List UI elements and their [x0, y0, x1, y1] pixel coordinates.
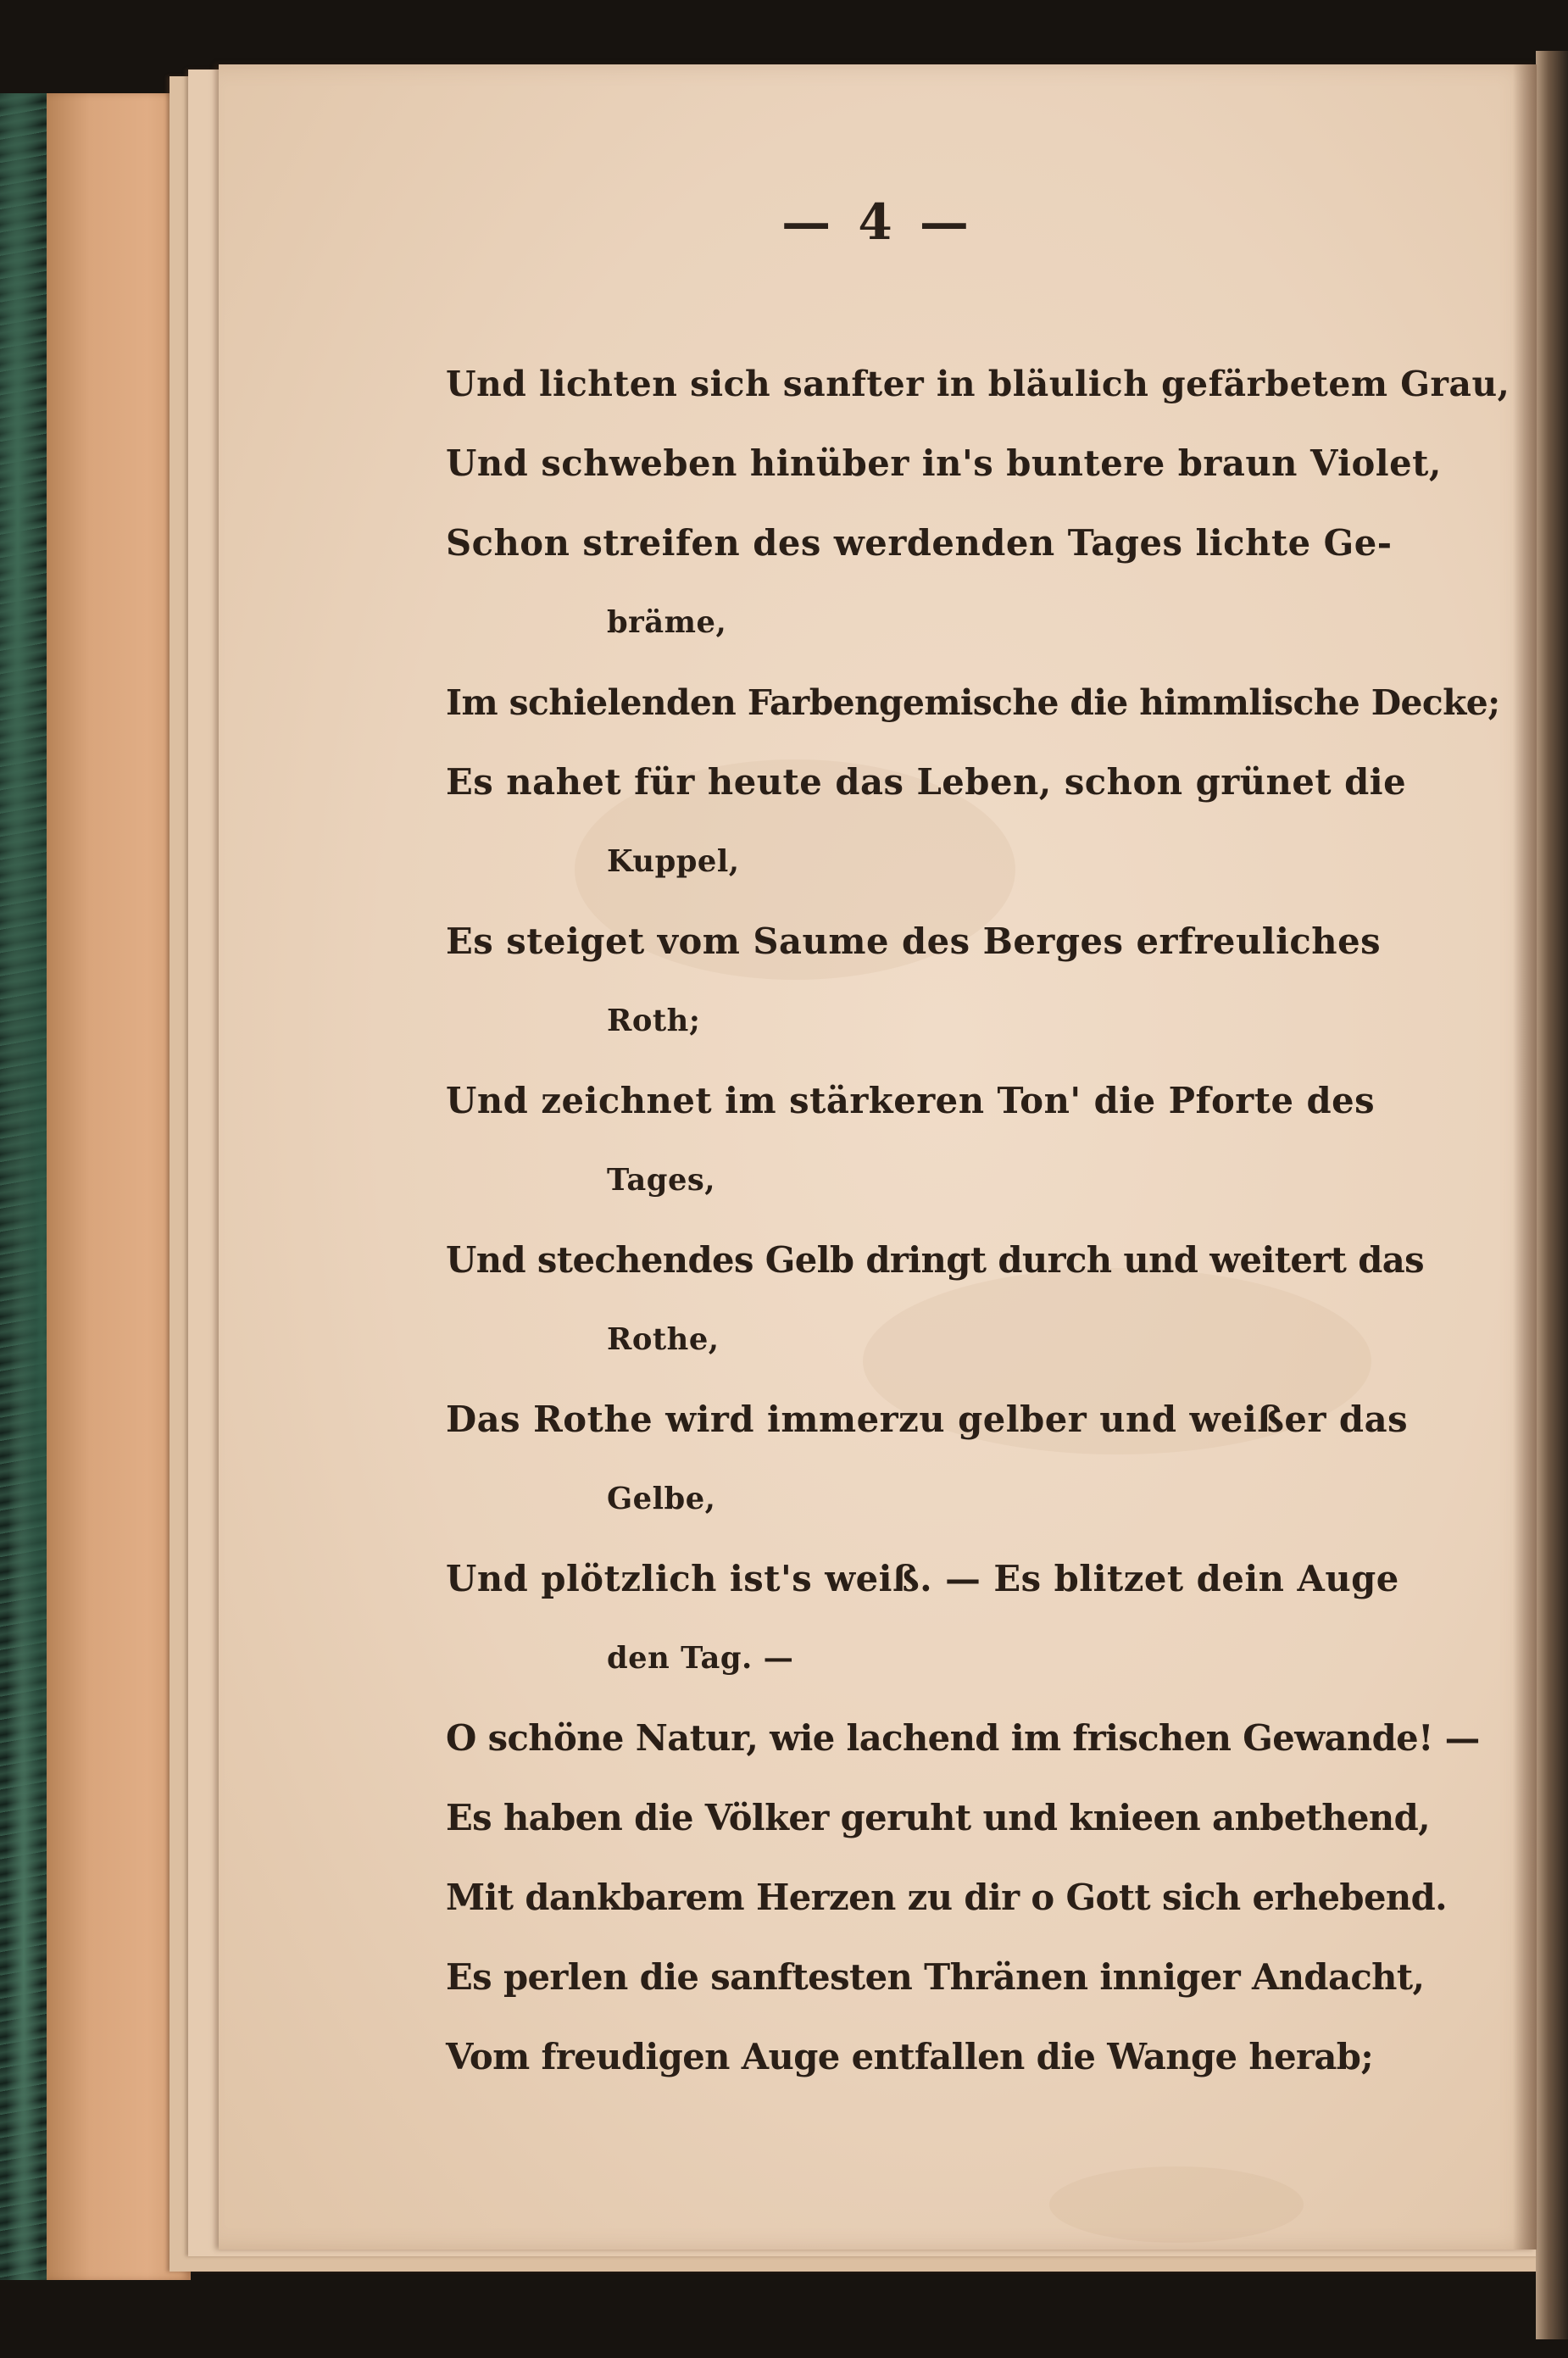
poem-line: Im schielenden Farbengemische die himmlische Decke;	[446, 682, 1500, 723]
poem-line: Und lichten sich sanfter in bläulich gefärbetem Grau,	[446, 364, 1510, 404]
paper-stain	[1049, 2166, 1304, 2243]
book-page	[219, 64, 1537, 2250]
page-number: — 4 —	[781, 193, 974, 251]
poem-line: Und stechendes Gelb dringt durch und weitert das	[446, 1239, 1425, 1281]
poem-text	[446, 344, 1568, 2097]
poem-line: Und plötzlich ist's weiß. — Es blitzet dein Auge	[446, 1558, 1399, 1599]
poem-line-continuation: Kuppel,	[607, 844, 740, 879]
poem-line-continuation: Gelbe,	[607, 1482, 716, 1516]
poem-line-continuation: Rothe,	[607, 1322, 720, 1357]
poem-line-continuation: Roth;	[607, 1004, 701, 1038]
poem-line: O schöne Natur, wie lachend im frischen Gewande! —	[446, 1717, 1480, 1759]
poem-line-continuation: Tages,	[607, 1163, 716, 1198]
poem-line: Es haben die Völker geruht und knieen anbethend,	[446, 1797, 1431, 1838]
poem-line: Schon streifen des werdenden Tages lichte Ge-	[446, 522, 1393, 564]
poem-line: Es steiget vom Saume des Berges erfreuliches	[446, 920, 1382, 962]
poem-line: Und schweben hinüber in's buntere braun Violet,	[446, 442, 1442, 484]
poem-line: Vom freudigen Auge entfallen die Wange herab;	[446, 2036, 1374, 2077]
poem-line: Und zeichnet im stärkeren Ton' die Pforte des	[446, 1080, 1376, 1121]
poem-line-continuation: den Tag. —	[607, 1641, 794, 1676]
poem-line: Es perlen die sanftesten Thränen inniger Andacht,	[446, 1956, 1425, 1998]
poem-line: Es nahet für heute das Leben, schon grünet die	[446, 761, 1407, 803]
poem-line: Mit dankbarem Herzen zu dir o Gott sich erhebend.	[446, 1877, 1448, 1918]
poem-line-continuation: bräme,	[607, 605, 727, 640]
poem-line: Das Rothe wird immerzu gelber und weißer das	[446, 1399, 1409, 1440]
